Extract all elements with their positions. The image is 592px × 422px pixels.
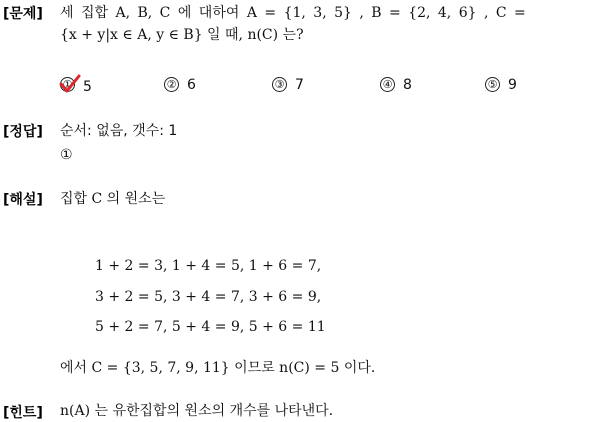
choice-4-value: 8 (403, 77, 412, 93)
explanation-equation-2: 3 + 2 = 5, 3 + 4 = 7, 3 + 6 = 9, (95, 289, 322, 305)
choice-2[interactable] (164, 77, 196, 93)
choice-3-value: 7 (295, 77, 304, 93)
problem-tag: [문제] (3, 6, 43, 22)
choice-1-value: 5 (83, 79, 92, 95)
choice-5[interactable] (485, 77, 517, 93)
choice-1-number: ① (60, 77, 75, 92)
choice-2-value: 6 (187, 77, 196, 93)
explanation-equation-1: 1 + 2 = 3, 1 + 4 = 5, 1 + 6 = 7, (95, 258, 322, 274)
explanation-equation-3: 5 + 2 = 7, 5 + 4 = 9, 5 + 6 = 11 (95, 319, 326, 335)
choice-3-number: ③ (272, 77, 287, 92)
answer-tag: [정답] (3, 124, 43, 140)
explanation-intro: 집합 C 의 원소는 (60, 191, 166, 207)
choice-5-value: 9 (508, 77, 517, 93)
explanation-conclusion: 에서 C = {3, 5, 7, 9, 11} 이므로 n(C) = 5 이다. (60, 360, 376, 376)
problem-text-line2: {x + y|x ∈ A, y ∈ B} 일 때, n(C) 는? (60, 27, 304, 43)
choice-4-number: ④ (380, 77, 395, 92)
check-mark-icon (59, 74, 81, 94)
explanation-tag: [해설] (3, 192, 43, 208)
choice-3[interactable] (272, 77, 304, 93)
problem-text-line1: 세 집합 A, B, C 에 대하여 A = {1, 3, 5} , B = {2, 4, 6} , C = (60, 5, 526, 21)
answer-order-count: 순서: 없음, 갯수: 1 (60, 123, 178, 139)
choice-1-marker (60, 77, 77, 92)
choice-1[interactable] (60, 77, 92, 95)
choice-2-number: ② (164, 77, 179, 92)
choice-4[interactable] (380, 77, 412, 93)
hint-tag: [힌트] (3, 405, 43, 421)
answer-choice: ① (60, 147, 73, 163)
hint-text: n(A) 는 유한집합의 원소의 개수를 나타낸다. (60, 403, 334, 419)
choice-5-number: ⑤ (485, 77, 500, 92)
